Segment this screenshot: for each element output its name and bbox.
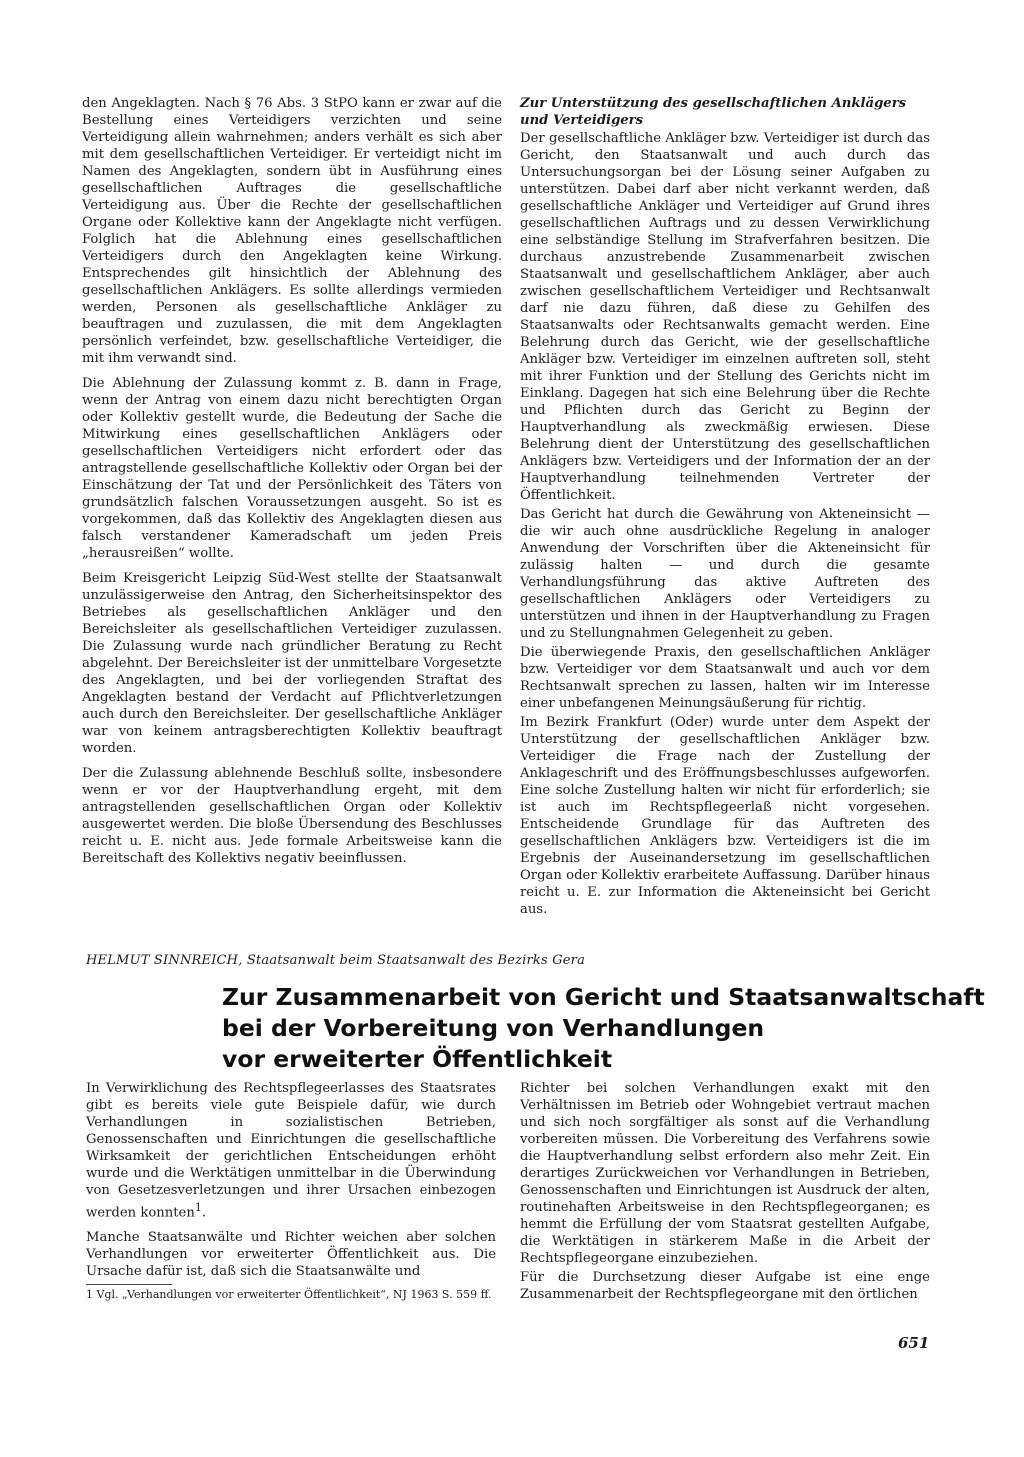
body-paragraph: Beim Kreisgericht Leipzig Süd-West stellte der Staatsanwalt unzulässigerweise den Antrag, den Sicherheitsinspektor des Betriebes als gesellschaftlichen Ankläger und den Bereichsleiter als gesellschaftlichen Verteidiger zuzulassen. Die Zulassung wurde nach gründlicher Beratung zu Recht abgelehnt. Der Bereichsleiter ist der unmittelbare Vorgesetzte des Angeklagten, und bei der vorliegenden Straftat des Angeklagten bestand der Verdacht auf Pflichtverletzungen auch durch den Bereichsleiter. Der gesellschaftliche Ankläger war von keinem antragsberechtigten Kollektiv beauftragt worden. <box>82 571 502 756</box>
title-line: vor erweiterter Öffentlichkeit <box>222 1045 613 1073</box>
title-line: Zur Zusammenarbeit von Gericht und Staatsanwaltschaft <box>222 983 985 1011</box>
top-left-column <box>82 95 502 875</box>
body-paragraph: Manche Staatsanwälte und Richter weichen aber solchen Verhandlungen vor erweiterter Öffentlichkeit aus. Die Ursache dafür ist, daß sich die Staatsanwälte und <box>86 1230 496 1280</box>
body-paragraph: Das Gericht hat durch die Gewährung von Akteneinsicht — die wir auch ohne ausdrückliche Regelung in analoger Anwendung der Vorschriften über die Akteneinsicht für zulässig halten — und durch die gesamte Verhandlungsführung das aktive Auftreten des gesellschaftlichen Anklägers oder Verteidigers zu unterstützen und ihnen in der Hauptverhandlung zu Fragen und zu Stellungnahmen Gelegenheit zu geben. <box>520 507 930 641</box>
body-paragraph: Die Ablehnung der Zulassung kommt z. B. dann in Frage, wenn der Antrag von einem dazu nicht berechtigten Organ oder Kollektiv gestellt wurde, die Bedeutung der Sache die Mitwirkung eines gesellschaftlichen Anklägers oder gesellschaftlichen Verteidigers nicht erfordert oder das antragstellende gesellschaftliche Kollektiv oder Organ bei der Einschätzung der Tat und der Persönlichkeit des Täters von grundsätzlich falschen Voraussetzungen ausgeht. So ist es vorgekommen, daß das Kollektiv des Angeklagten diesen aus falsch verstandener Kameradschaft um jeden Preis „herausreißen“ wollte. <box>82 376 502 561</box>
body-paragraph: den Angeklagten. Nach § 76 Abs. 3 StPO kann er zwar auf die Bestellung eines Verteidigers verzichten und seine Verteidigung allein wahrnehmen; anders verhält es sich aber mit dem gesellschaftlichen Verteidiger. Er verteidigt nicht im Namen des Angeklagten, sondern übt in Ausführung eines gesellschaftlichen Auftrages die gesellschaftliche Verteidigung aus. Über die Rechte der gesellschaftlichen Organe oder Kollektive kann der Angeklagte nicht verfügen. Folglich hat die Ablehnung eines gesellschaftlichen Verteidigers durch den Angeklagten keine Wirkung. Entsprechendes gilt hinsichtlich der Ablehnung des gesellschaftlichen Anklägers. Es sollte allerdings vermieden werden, Personen als gesellschaftliche Ankläger zu beauftragen und zuzulassen, die mit dem Angeklagten persönlich verfeindet, bzw. gesellschaftliche Verteidiger, die mit ihm verwandt sind. <box>82 96 502 366</box>
bottom-left-column <box>86 1080 496 1288</box>
subheading-line: und Verteidigers <box>520 113 644 128</box>
footnote: 1 Vgl. „Verhandlungen vor erweiterter Öffentlichkeit“, NJ 1963 S. 559 ff. <box>86 1288 492 1301</box>
author-role: Staatsanwalt beim Staatsanwalt des Bezirks Gera <box>246 953 586 968</box>
footnote-reference: 1 <box>194 1201 202 1214</box>
body-paragraph: Für die Durchsetzung dieser Aufgabe ist eine enge Zusammenarbeit der Rechtspflegeorgane mit den örtlichen <box>520 1270 930 1302</box>
body-paragraph: Der die Zulassung ablehnende Beschluß sollte, insbesondere wenn er vor der Hauptverhandlung ergeht, mit dem antragstellenden gesellschaftlichen Organ oder Kollektiv ausgewertet werden. Die bloße Übersendung des Beschlusses reicht u. E. nicht aus. Jede formale Arbeitsweise kann die Bereitschaft des Kollektivs negativ beeinflussen. <box>82 766 502 866</box>
body-paragraph: Im Bezirk Frankfurt (Oder) wurde unter dem Aspekt der Unterstützung der gesellschaftlichen Ankläger bzw. Verteidiger die Frage nach der Zustellung der Anklageschrift und des Eröffnungsbeschlusses aufgeworfen. Eine solche Zustellung halten wir nicht für erforderlich; sie ist auch im Rechtspflegeerlaß nicht vorgesehen. Entscheidende Grundlage für das Auftreten des gesellschaftlichen Anklägers bzw. Verteidigers ist die im Ergebnis der Auseinandersetzung im gesellschaftlichen Organ oder Kollektiv erarbeitete Auffassung. Darüber hinaus reicht u. E. zur Information die Akteneinsicht bei Gericht aus. <box>520 715 930 917</box>
body-paragraph: Der gesellschaftliche Ankläger bzw. Verteidiger ist durch das Gericht, den Staatsanwalt und auch durch das Untersuchungsorgan bei der Lösung seiner Aufgaben zu unterstützen. Dabei darf aber nicht verkannt werden, daß gesellschaftliche Ankläger und Verteidiger auf Grund ihres gesellschaftlichen Auftrags und zu dessen Verwirklichung eine selbständige Stellung im Strafverfahren besitzen. Die durchaus anzustrebende Zusammenarbeit zwischen Staatsanwalt und gesellschaftlichem Ankläger, aber auch zwischen gesellschaftlichem Verteidiger und Rechtsanwalt darf nie dazu führen, daß diese zu Gehilfen des Staatsanwalts oder Rechtsanwalts gemacht werden. Eine Belehrung durch das Gericht, wie der gesellschaftliche Ankläger bzw. Verteidiger im einzelnen auftreten soll, steht mit ihrer Funktion und der Stellung des Gerichts nicht im Einklang. Dagegen hat sich eine Belehrung über die Rechte und Pflichten durch das Gericht zu Beginn der Hauptverhandlung als zweckmäßig erwiesen. Diese Belehrung dient der Unterstützung des gesellschaftlichen Anklägers bzw. Verteidigers und der Information der an der Hauptverhandlung teilnehmenden Vertreter der Öffentlichkeit. <box>520 131 930 503</box>
title-line: bei der Vorbereitung von Verhandlungen <box>222 1014 765 1042</box>
section-subheading <box>520 95 930 129</box>
body-paragraph <box>86 1080 496 1221</box>
bottom-right-column <box>520 1080 930 1305</box>
top-right-column <box>520 95 930 920</box>
paragraph-text: In Verwirklichung des Rechtspflegeerlasses des Staatsrates gibt es bereits viele gute Beispiele dafür, wie durch Verhandlungen in sozialistischen Betrieben, Genossenschaften und Einrichtungen die gesellschaftliche Wirksamkeit der gerichtlichen Entscheidungen erhöht wurde und die Werktätigen unmittelbar in die Überwindung von Gesetzesverletzungen und ihrer Ursachen einbezogen werden konnten <box>86 1081 496 1221</box>
footnote-divider <box>86 1284 172 1285</box>
subheading-line: Zur Unterstützung des gesellschaftlichen Anklägers <box>520 96 907 111</box>
body-paragraph: Die überwiegende Praxis, den gesellschaftlichen Ankläger bzw. Verteidiger vor dem Staatsanwalt und auch vor dem Rechtsanwalt sprechen zu lassen, halten wir im Interesse einer unbefangenen Meinungsäußerung für richtig. <box>520 645 930 711</box>
page-number: 651 <box>898 1334 930 1352</box>
article-title <box>222 982 1002 1075</box>
author-byline <box>86 953 585 968</box>
body-paragraph: Richter bei solchen Verhandlungen exakt mit den Verhältnissen im Betrieb oder Wohngebiet vertraut machen und sich noch sorgfältiger als sonst auf die Verhandlung vorbereiten müssen. Die Vorbereitung des Verfahrens sowie die Hauptverhandlung selbst erfordern also mehr Zeit. Ein derartiges Zurückweichen vor Verhandlungen in Betrieben, Genossenschaften und Einrichtungen ist Ausdruck der alten, routinehaften Arbeitsweise in den Rechtspflegeorganen; es hemmt die Erfüllung der vom Staatsrat gestellten Aufgabe, die Werktätigen in stärkerem Maße in die Arbeit der Rechtspflegeorgane einzubeziehen. <box>520 1081 930 1266</box>
paragraph-text: . <box>201 1205 207 1221</box>
author-name: HELMUT SINNREICH, <box>86 953 243 968</box>
